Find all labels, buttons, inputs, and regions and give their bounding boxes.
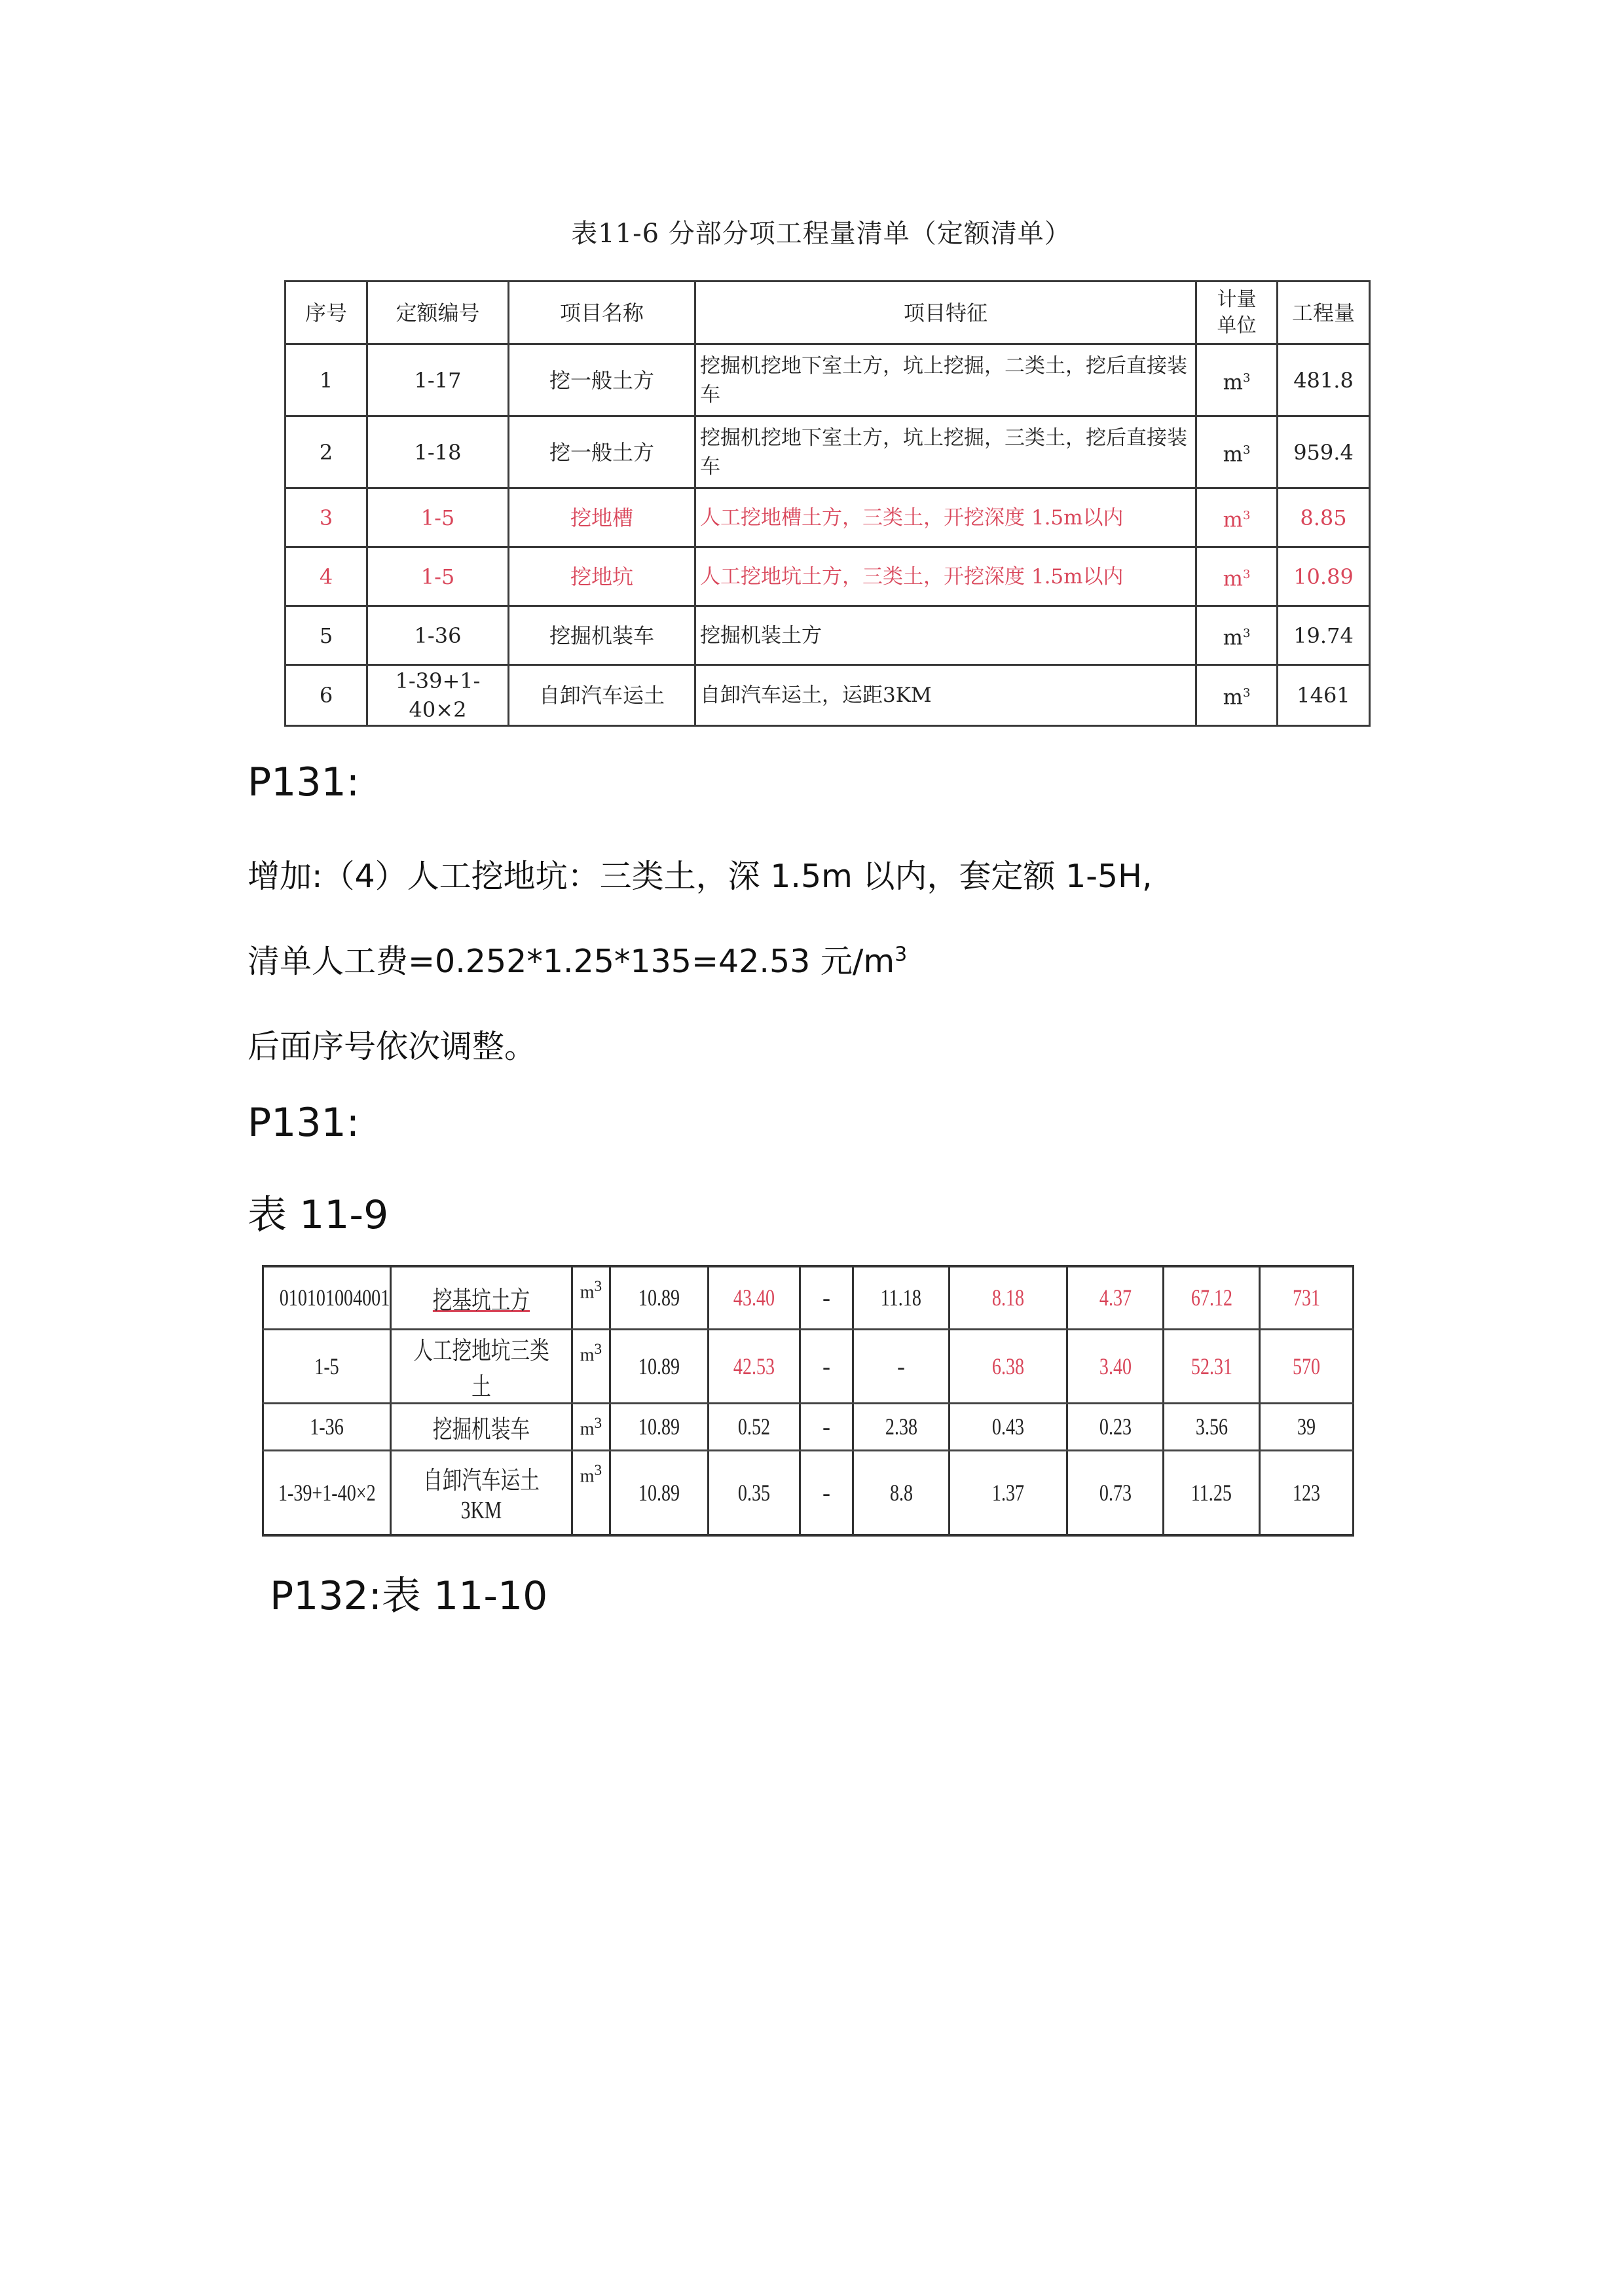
cell-c8-text: 123 [1292,1479,1321,1506]
cell-c6-text: 0.73 [1099,1479,1132,1506]
cell-name: 挖一般土方 [509,344,695,416]
cell-c7 [1164,1403,1260,1450]
cell-feature: 人工挖地槽土方，三类土，开挖深度 1.5m以内 [695,488,1196,547]
cell-name [391,1266,572,1329]
cell-code: 1-18 [367,416,509,488]
unit-sup: 3 [594,1340,602,1358]
cell-seq: 5 [286,606,367,665]
unit-text: m [580,1282,595,1303]
cell-name: 挖掘机装车 [509,606,695,665]
cell-c5 [950,1450,1067,1535]
cell-feature: 自卸汽车运土，运距3KM [695,665,1196,726]
cell-c8-text: 731 [1292,1285,1321,1311]
cell-seq: 3 [286,488,367,547]
cell-name [391,1403,572,1450]
cell-c6 [1067,1403,1164,1450]
cell-c4 [853,1266,950,1329]
unit-sup: 3 [1242,686,1251,701]
header-feature: 项目特征 [695,282,1196,344]
cell-c6 [1067,1329,1164,1403]
cell-c5-text: 8.18 [991,1285,1025,1311]
cell-name-text: 挖掘机装车 [432,1415,530,1444]
cell-c7-text: 11.25 [1190,1479,1232,1506]
cell-c2 [709,1266,800,1329]
cell-c2 [709,1403,800,1450]
header-name: 项目名称 [509,282,695,344]
cell-c1 [610,1403,709,1450]
table-row [286,665,1370,726]
cell-c7-text: 67.12 [1190,1285,1232,1311]
cell-c2 [709,1450,800,1535]
cell-c1 [610,1450,709,1535]
page-ref-p132: P132:表 11-10 [270,1573,548,1619]
cell-c6-text: 4.37 [1099,1285,1132,1311]
cell-c1 [610,1329,709,1403]
cell-seq: 1 [286,344,367,416]
cell-c5-text: 1.37 [991,1479,1025,1506]
adjust-paragraph: 后面序号依次调整。 [248,1028,537,1065]
cell-c1-text: 10.89 [638,1413,680,1440]
cell-qty: 481.8 [1278,344,1370,416]
cell-code-line1: 1-39+1- [395,668,481,693]
cell-unit [572,1329,610,1403]
cell-c3: - [800,1450,853,1535]
cell-feature: 挖掘机挖地下室土方，坑上挖掘，二类土，挖后直接装车 [695,344,1196,416]
cell-c4-text: 11.18 [880,1285,922,1311]
cell-c4 [853,1403,950,1450]
cell-unit [1196,344,1278,416]
cell-c5 [950,1403,1067,1450]
unit-sup: 3 [594,1278,602,1295]
unit-sup: 3 [594,1414,602,1432]
cell-c7 [1164,1329,1260,1403]
cell-code [263,1403,391,1450]
unit-sup: 3 [1242,626,1251,640]
cell-c8-text: 39 [1297,1413,1316,1440]
unit-sup: 3 [1242,508,1251,522]
cell-code-text: 1-39+1-40×2 [278,1479,376,1506]
cell-c5-text: 6.38 [991,1353,1025,1379]
cell-c2-text: 42.53 [733,1353,775,1379]
unit-text: m [1223,507,1243,532]
cell-feature: 挖掘机挖地下室土方，坑上挖掘，三类土，挖后直接装车 [695,416,1196,488]
cell-code-text: 010101004001 [279,1285,390,1311]
cell-c4-text: 2.38 [885,1413,917,1440]
cell-feature: 人工挖地坑土方，三类土，开挖深度 1.5m以内 [695,547,1196,606]
cell-qty: 1461 [1278,665,1370,726]
table-11-9-excerpt [262,1265,1369,1525]
cell-seq: 4 [286,547,367,606]
cell-c8-text: 570 [1292,1353,1321,1379]
header-code: 定额编号 [367,282,509,344]
table-row [286,344,1370,416]
cell-c3: - [800,1266,853,1329]
table-row [263,1266,1354,1329]
cell-code [263,1266,391,1329]
cell-c8 [1260,1450,1354,1535]
cell-c1-text: 10.89 [638,1285,680,1311]
cell-c2 [709,1329,800,1403]
header-unit [1196,282,1278,344]
cell-code: 1-17 [367,344,509,416]
cell-c2-text: 0.52 [737,1413,771,1440]
cell-c7 [1164,1450,1260,1535]
cell-c3: - [800,1403,853,1450]
cell-c6 [1067,1450,1164,1535]
cell-qty: 959.4 [1278,416,1370,488]
cell-name: 挖一般土方 [509,416,695,488]
cell-code [263,1329,391,1403]
table-row [286,606,1370,665]
unit-sup: 3 [1242,371,1251,385]
cell-code [367,665,509,726]
unit-text: m [1223,625,1243,650]
table-row [263,1329,1354,1403]
unit-text: m [1223,684,1243,710]
table-row-highlight [286,547,1370,606]
cell-qty: 10.89 [1278,547,1370,606]
page-ref-p131-a: P131: [248,759,360,805]
cell-unit [1196,606,1278,665]
header-unit-line2: 单位 [1217,314,1257,337]
unit-text: m [1223,369,1243,395]
cell-code: 1-36 [367,606,509,665]
cell-unit [1196,547,1278,606]
table-11-9-label: 表 11-9 [248,1192,389,1238]
cell-c7 [1164,1266,1260,1329]
cell-code-text: 1-36 [310,1413,344,1440]
cell-c5-text: 0.43 [991,1413,1025,1440]
cell-c8 [1260,1329,1354,1403]
cell-name [391,1450,572,1535]
cell-code: 1-5 [367,547,509,606]
cell-c5 [950,1329,1067,1403]
cell-c8 [1260,1266,1354,1329]
labor-cost-text: 清单人工费=0.252*1.25*135=42.53 元/m [248,943,895,980]
cell-c4 [853,1450,950,1535]
header-qty: 工程量 [1278,282,1370,344]
cell-name [391,1329,572,1403]
page-ref-p131-b: P131: [248,1100,360,1146]
cell-feature: 挖掘机装土方 [695,606,1196,665]
cell-unit [1196,488,1278,547]
unit-sup: 3 [1242,443,1251,457]
table-11-9 [262,1265,1354,1537]
cell-name-text: 挖基坑土方 [432,1286,530,1315]
cell-code [263,1450,391,1535]
table-11-6 [284,280,1371,727]
unit-text: m [580,1344,595,1365]
cell-qty: 19.74 [1278,606,1370,665]
table-11-6-caption: 表11-6 分部分项工程量清单（定额清单） [571,219,1071,249]
cell-c2-text: 0.35 [737,1479,771,1506]
cell-c1-text: 10.89 [638,1353,680,1379]
cell-c2-text: 43.40 [733,1285,775,1311]
table-row [263,1403,1354,1450]
cell-unit [572,1450,610,1535]
cell-seq: 6 [286,665,367,726]
table-row [263,1450,1354,1535]
cell-c4-text: 8.8 [889,1479,913,1506]
cell-name-text: 人工挖地坑三类土 [413,1337,549,1401]
cell-c1 [610,1266,709,1329]
unit-sup: 3 [594,1461,602,1479]
addition-paragraph: 增加:（4）人工挖地坑：三类土，深 1.5m 以内，套定额 1-5H, [248,858,1153,895]
cell-name: 挖地槽 [509,488,695,547]
cell-c4: - [853,1329,950,1403]
cell-unit [1196,416,1278,488]
cell-c8 [1260,1403,1354,1450]
cell-c7-text: 52.31 [1190,1353,1232,1379]
labor-cost-sup: 3 [895,943,908,966]
cell-name: 挖地坑 [509,547,695,606]
table-row-highlight [286,488,1370,547]
unit-text: m [1223,441,1243,467]
cell-code: 1-5 [367,488,509,547]
cell-unit [572,1403,610,1450]
unit-text: m [580,1465,595,1486]
cell-c3: - [800,1329,853,1403]
cell-c1-text: 10.89 [638,1479,680,1506]
table-row [286,416,1370,488]
cell-name-text: 自卸汽车运土3KM [423,1467,540,1525]
cell-seq: 2 [286,416,367,488]
unit-text: m [1223,566,1243,591]
header-seq: 序号 [286,282,367,344]
cell-c5 [950,1266,1067,1329]
cell-code-line2: 40×2 [409,697,467,722]
labor-cost-paragraph [248,936,907,982]
cell-code-text: 1-5 [314,1353,339,1379]
cell-qty: 8.85 [1278,488,1370,547]
cell-unit [572,1266,610,1329]
header-unit-line1: 计量 [1217,287,1257,311]
cell-c6-text: 3.40 [1099,1353,1132,1379]
cell-c6 [1067,1266,1164,1329]
cell-unit [1196,665,1278,726]
unit-text: m [580,1418,595,1439]
cell-c6-text: 0.23 [1099,1413,1132,1440]
cell-c7-text: 3.56 [1195,1413,1228,1440]
cell-name: 自卸汽车运土 [509,665,695,726]
table-header-row [286,282,1370,344]
unit-sup: 3 [1242,567,1251,581]
